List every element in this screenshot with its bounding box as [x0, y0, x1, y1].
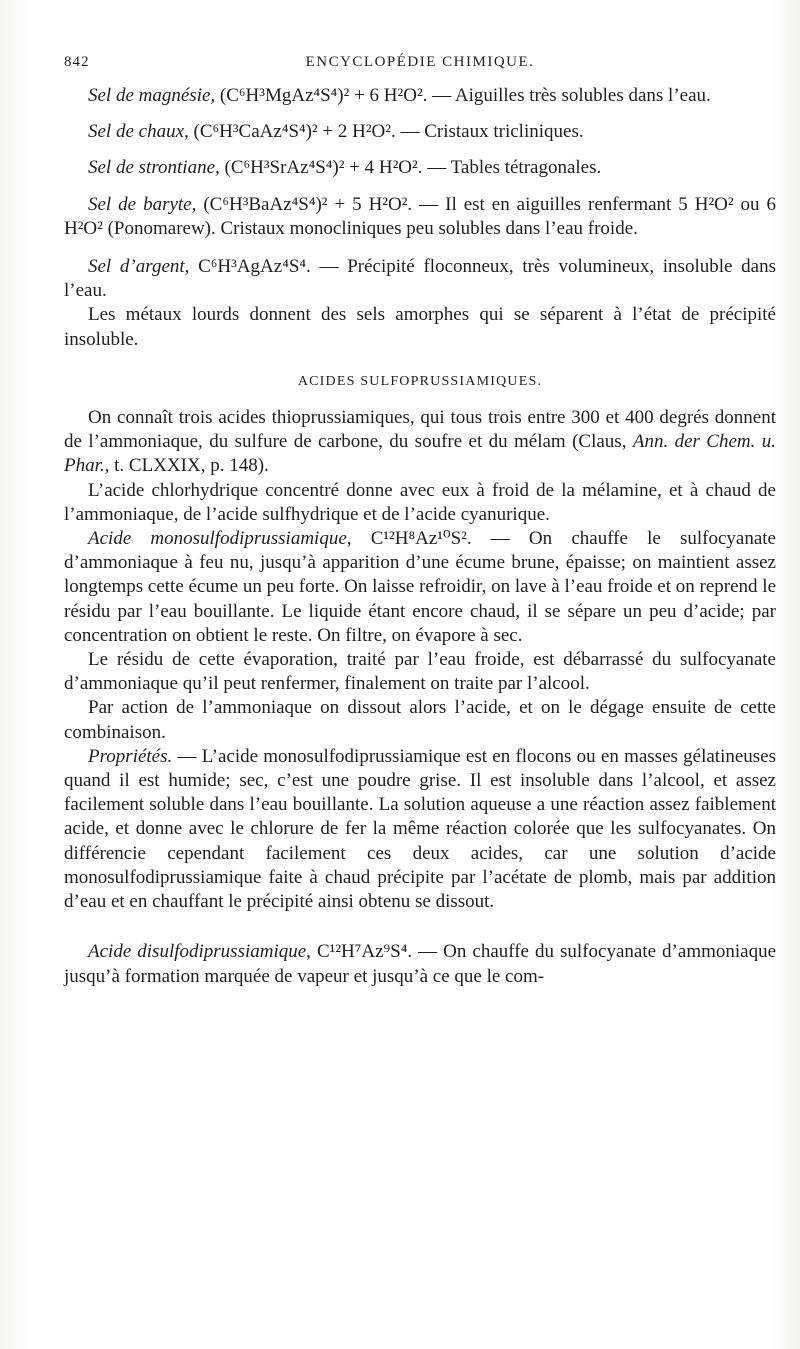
paragraph-text: On connaît trois acides thioprussiamiques, qui tous trois entre 300 et 400 degrés donnent de l’ammoniaque, du sulfure de carbone, du soufre et du mélam (Claus, — [64, 407, 776, 453]
entry-text: — L’acide monosulfodiprussiamique est en flocons ou en masses gélatineuses quand il est humide; sec, c’est une poudre grise. Il est insoluble dans l’alcool, et assez facilement soluble dans l’eau bouillante. La solution aqueuse a une réaction assez faiblement acide, et donne avec le chlorure de fer la même réaction colorée que les sulfocyanates. On différencie cependant facilement ces deux acides, car une solution d’acide monosulfodiprussiamique faite à chaud précipite par l’acétate de plomb, mais par addition d’eau et en chauffant le précipité ainsi obtenu se dissout. — [64, 745, 776, 913]
chemical-formula: C¹²H⁸Az¹⁰S². — [370, 528, 472, 550]
reference-volume: t. CLXXIX, p. 148). — [114, 455, 269, 477]
paragraph-sel-baryte — [64, 193, 776, 241]
paragraph-metaux-lourds: Les métaux lourds donnent des sels amorphes qui se séparent à l’état de précipité insoluble. — [64, 304, 776, 350]
chemical-formula: (C⁶H³SrAz⁴S⁴)² + 4 H²O². — [224, 157, 423, 179]
entry-name: Sel de chaux, — [88, 121, 189, 143]
section-title: ACIDES SULFOPRUSSIAMIQUES. — [297, 373, 543, 389]
running-header — [64, 54, 776, 78]
journal-reference: Ann. der Chem. u. Phar., — [64, 431, 777, 477]
entry-name: Sel de baryte, — [88, 193, 197, 215]
entry-name: Acide disulfodiprussiamique, — [88, 941, 311, 963]
page-body — [64, 84, 776, 989]
chemical-formula: (C⁶H³BaAz⁴S⁴)² + 5 H²O². — [203, 193, 413, 215]
chemical-formula: (C⁶H³MgAz⁴S⁴)² + 6 H²O². — [219, 85, 428, 106]
paragraph-sel-magnesie — [64, 84, 776, 108]
paragraph-acide-disulfodiprussiamique — [64, 940, 776, 988]
chemical-formula: (C⁶H³CaAz⁴S⁴)² + 2 H²O². — [193, 121, 396, 143]
paragraph-sel-argent — [64, 255, 776, 303]
entry-text: — Aiguilles très solubles dans l’eau. — [432, 85, 711, 106]
paragraph-residu: Le résidu de cette évaporation, traité par l’eau froide, est débarrassé du sulfocyanate d’ammoniaque qu’il peut renfermer, finalement on traite par l’alcool. — [64, 649, 776, 695]
paragraph-proprietes — [64, 745, 776, 914]
chemical-formula: C¹²H⁷Az⁹S⁴. — [316, 941, 413, 963]
page-number: 842 — [64, 54, 90, 70]
entry-name: Sel de strontiane, — [88, 157, 220, 179]
paragraph-trois-acides — [64, 406, 776, 479]
chemical-formula: C⁶H³AgAz⁴S⁴. — [198, 256, 311, 278]
entry-text: — Cristaux tricliniques. — [400, 121, 584, 143]
paragraph-action-ammoniaque: Par action de l’ammoniaque on dissout alors l’acide, et on le dégage ensuite de cette combinaison. — [64, 697, 776, 743]
entry-name: Sel d’argent, — [88, 256, 190, 278]
entry-text: — Tables tétragonales. — [427, 157, 602, 179]
entry-text: — On chauffe le sulfocyanate d’ammoniaque à feu nu, jusqu’à apparition d’une écume brune, épaisse; on maintient assez longtemps cette écume un peu forte. On laisse refroidir, on lave à l’eau froide et on reprend le résidu par l’eau bouillante. Le liquide étant encore chaud, il se sépare un peu d’acide; par concentration on obtient le reste. On filtre, on évapore à sec. — [64, 528, 776, 646]
entry-name: Propriétés. — [88, 745, 173, 767]
paragraph-sel-chaux — [64, 120, 776, 144]
entry-text: — On chauffe du sulfocyanate d’ammoniaque jusqu’à formation marquée de vapeur et jusqu’à ce que le com- — [64, 941, 777, 987]
paragraph-acide-chlorhydrique: L’acide chlorhydrique concentré donne avec eux à froid de la mélamine, et à chaud de l’ammoniaque, de l’acide sulfhydrique et de l’acide cyanurique. — [64, 479, 776, 525]
paragraph-sel-strontiane — [64, 156, 776, 180]
entry-text: — Précipité floconneux, très volumineux, insoluble dans l’eau. — [64, 256, 776, 302]
entry-text: — Il est en aiguilles renfermant 5 H²O² ou 6 H²O² (Ponomarew). Cristaux monocliniques peu solubles dans l’eau froide. — [64, 193, 777, 239]
running-title: ENCYCLOPÉDIE CHIMIQUE. — [305, 54, 535, 70]
entry-name: Acide monosulfodiprussiamique, — [88, 528, 352, 550]
paragraph-acide-monosulfodiprussiamique — [64, 527, 776, 648]
entry-name: Sel de magnésie, — [88, 85, 216, 106]
